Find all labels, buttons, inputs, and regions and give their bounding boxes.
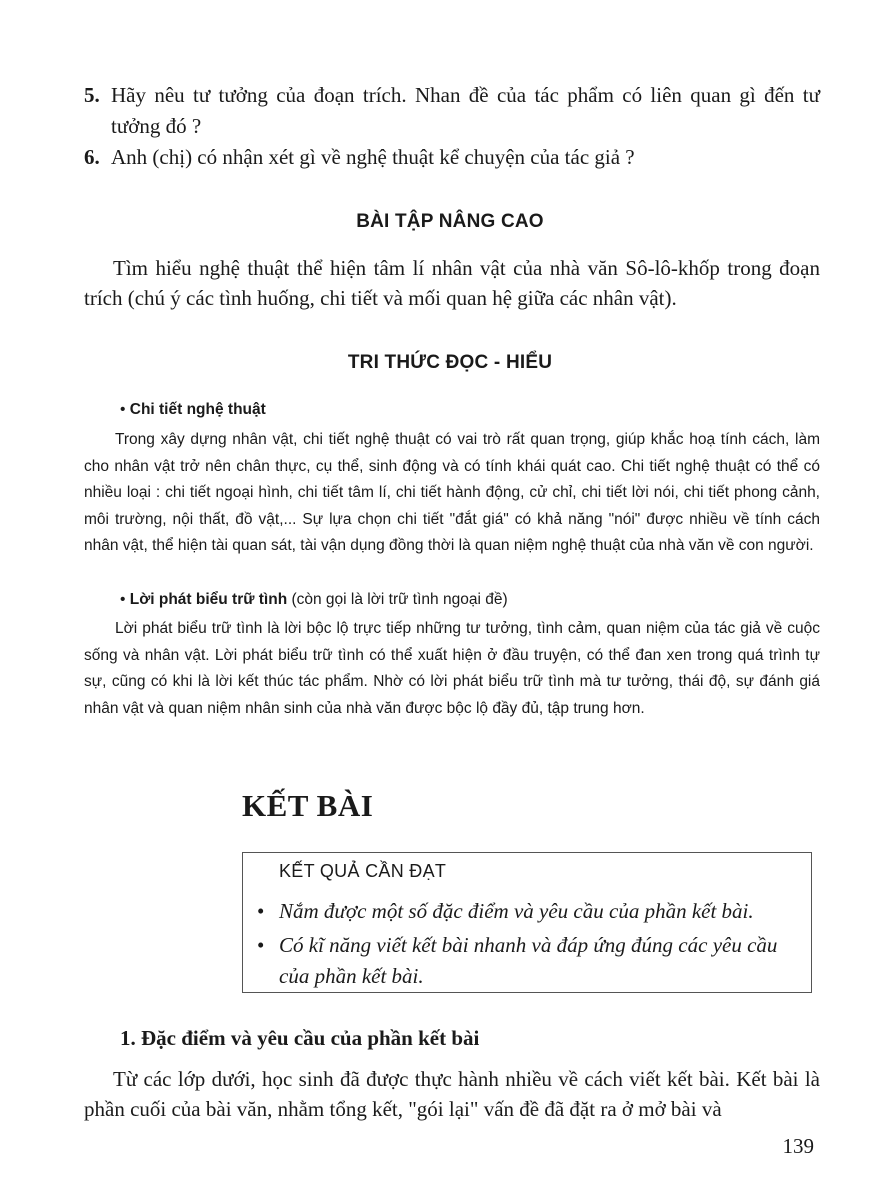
knowledge-item-title: Chi tiết nghệ thuật <box>129 401 266 418</box>
goals-heading: KẾT QUẢ CẦN ĐẠT <box>279 861 447 881</box>
bullet-icon: • <box>120 401 126 418</box>
knowledge-item-title: Lời phát biểu trữ tình <box>129 591 288 608</box>
advanced-exercise-heading: BÀI TẬP NÂNG CAO <box>356 211 544 232</box>
question-number: 5. <box>84 83 100 107</box>
question-item <box>84 80 820 142</box>
advanced-exercise-text: Tìm hiểu nghệ thuật thể hiện tâm lí nhân vật của nhà văn Sô-lô-khốp trong đoạn trích (chú ý các tình huống, chi tiết và mối quan hệ giữa các nhân vật). <box>84 256 820 310</box>
page-number: 139 <box>782 1134 814 1158</box>
knowledge-item-text: Trong xây dựng nhân vật, chi tiết nghệ thuật có vai trò rất quan trọng, giúp khắc hoạ tính cách, làm cho nhân vật trở nên chân thực, cụ thể, sinh động và có tính khái quát cao. Chi tiết nghệ thuật có thể có nhiều loại : chi tiết ngoại hình, chi tiết tâm lí, chi tiết hành động, cử chỉ, chi tiết lời nói, chi tiết phong cảnh, môi trường, nội thất, đồ vật,... Sự lựa chọn chi tiết "đắt giá" có khả năng "nói" được nhiều về tính cách nhân vật, thể hiện tài quan sát, tài vận dụng đồng thời là quan niệm nghệ thuật của nhà văn về con người. <box>84 431 820 554</box>
section-text: Từ các lớp dưới, học sinh đã được thực hành nhiều về cách viết kết bài. Kết bài là phần cuối của bài văn, nhằm tổng kết, "gói lại" vấn đề đã đặt ra ở mở bài và <box>84 1067 820 1121</box>
question-item <box>84 142 820 173</box>
question-text: Anh (chị) có nhận xét gì về nghệ thuật kể chuyện của tác giả ? <box>111 145 635 169</box>
knowledge-heading: TRI THỨC ĐỌC - HIỂU <box>347 352 553 373</box>
goal-text: Nắm được một số đặc điểm và yêu cầu của phần kết bài. <box>279 899 754 923</box>
goals-box <box>242 852 812 993</box>
goal-item <box>257 930 797 992</box>
goal-item <box>257 896 797 927</box>
knowledge-item-text: Lời phát biểu trữ tình là lời bộc lộ trực tiếp những tư tưởng, tình cảm, quan niệm của tác giả về cuộc sống và nhân vật. Lời phát biểu trữ tình có thể xuất hiện ở đầu truyện, có thể đan xen trong quá trình tự sự, cũng có khi là lời kết thúc tác phẩm. Nhờ có lời phát biểu trữ tình mà tư tưởng, thái độ, sự đánh giá nhân vật và quan niệm nhân sinh của nhà văn được bộc lộ đầy đủ, tập trung hơn. <box>84 620 820 717</box>
bullet-icon: • <box>257 933 265 957</box>
lesson-title: KẾT BÀI <box>242 788 374 823</box>
bullet-icon: • <box>257 899 265 923</box>
bullet-icon: • <box>120 591 126 608</box>
knowledge-item-heading <box>120 591 508 609</box>
knowledge-item-heading <box>120 401 266 419</box>
knowledge-item-note: (còn gọi là lời trữ tình ngoại đề) <box>287 591 508 608</box>
question-text: Hãy nêu tư tưởng của đoạn trích. Nhan đề của tác phẩm có liên quan gì đến tư tưởng đó ? <box>111 83 820 138</box>
question-number: 6. <box>84 145 100 169</box>
goal-text: Có kĩ năng viết kết bài nhanh và đáp ứng đúng các yêu cầu của phần kết bài. <box>279 933 778 988</box>
section-heading: 1. Đặc điểm và yêu cầu của phần kết bài <box>120 1026 480 1050</box>
